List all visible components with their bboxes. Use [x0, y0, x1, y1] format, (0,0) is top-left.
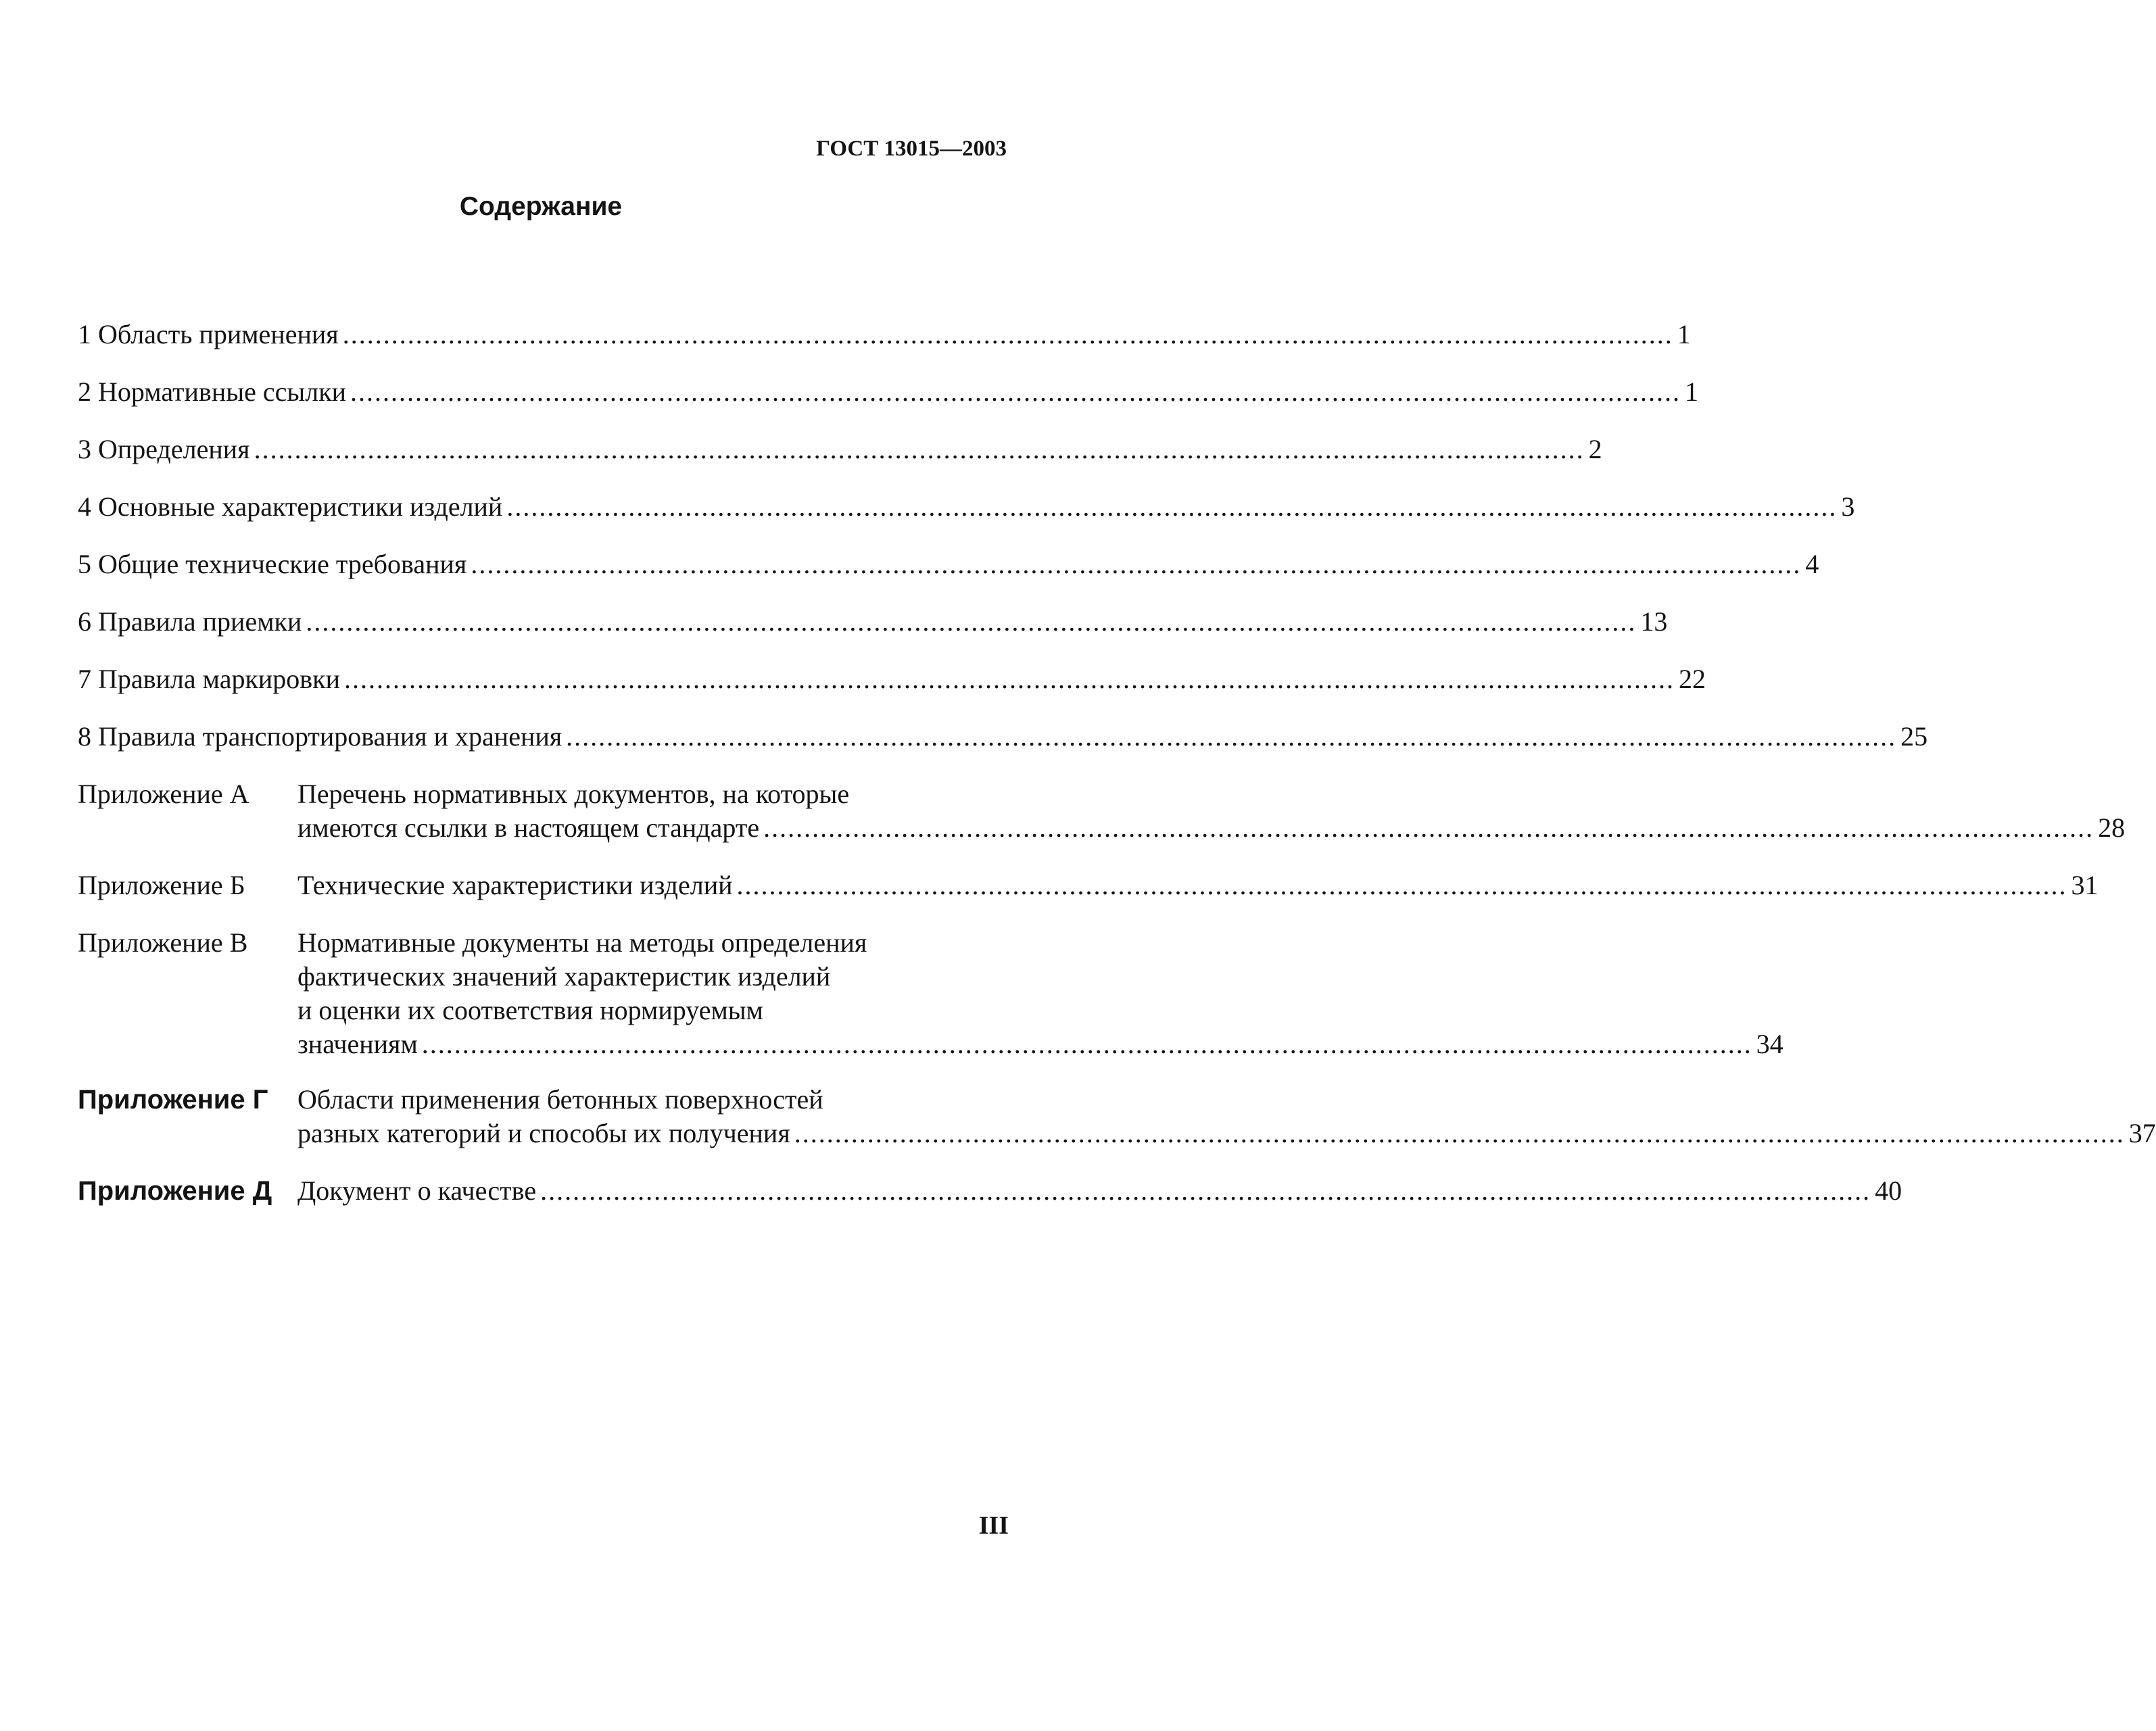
appendix-title-line: и оценки их соответствия нормируемым — [297, 995, 763, 1025]
appendix-title-line: имеются ссылки в настоящем стандарте — [297, 812, 760, 843]
toc-entry[interactable] — [78, 605, 1668, 639]
dot-leader: .................................................................................................................................................................... — [344, 664, 1675, 694]
toc-page-number: 1 — [1685, 376, 1699, 407]
toc-page-number: 25 — [1900, 721, 1928, 752]
dot-leader: .................................................................................................................................................................... — [794, 1118, 2125, 1148]
toc-page-number: 2 — [1588, 434, 1602, 464]
appendix-title-line: значениям — [297, 1029, 418, 1059]
toc-entry-label: 8 Правила транспортирования и хранения — [78, 721, 562, 752]
toc-appendix-entry[interactable] — [78, 926, 1783, 1061]
toc-page-number: 3 — [1841, 491, 1855, 522]
toc-page-number: 40 — [1875, 1175, 1902, 1206]
dot-leader: .................................................................................................................................................................... — [506, 491, 1838, 522]
appendix-label: Приложение В — [78, 927, 248, 958]
appendix-title-line: Перечень нормативных документов, на которые — [297, 779, 850, 809]
dot-leader: .................................................................................................................................................................... — [736, 870, 2067, 900]
appendix-title-line: Документ о качестве — [297, 1175, 537, 1206]
toc-entry[interactable] — [78, 375, 1699, 409]
page-title: Содержание — [459, 192, 623, 221]
appendix-title-line: Нормативные документы на методы определения — [297, 927, 867, 958]
toc-entry[interactable] — [78, 318, 1691, 351]
appendix-label: Приложение Г — [78, 1085, 268, 1115]
dot-leader: .................................................................................................................................................................... — [254, 434, 1585, 464]
appendix-label: Приложение Д — [78, 1176, 272, 1206]
toc-appendix-entry[interactable] — [78, 777, 2126, 845]
toc-entry-label: 7 Правила маркировки — [78, 664, 341, 694]
dot-leader: .................................................................................................................................................................... — [306, 606, 1637, 637]
toc-page-number: 37 — [2128, 1118, 2156, 1148]
appendix-label: Приложение Б — [78, 870, 245, 900]
toc-appendix-entry[interactable] — [78, 869, 2099, 902]
toc-entry-label: 6 Правила приемки — [78, 606, 302, 637]
appendix-title-line: Технические характеристики изделий — [297, 870, 733, 900]
appendix-title-line: фактических значений характеристик изделий — [297, 961, 831, 992]
toc-entry[interactable] — [78, 433, 1602, 466]
toc-entry-label: 3 Определения — [78, 434, 250, 464]
toc-entry-label: 5 Общие технические требования — [78, 549, 467, 579]
dot-leader: .................................................................................................................................................................... — [566, 721, 1897, 752]
toc-entry[interactable] — [78, 547, 1819, 581]
toc-entry[interactable] — [78, 720, 1928, 754]
appendix-title-line: Области применения бетонных поверхностей — [297, 1084, 823, 1115]
dot-leader: .................................................................................................................................................................... — [471, 549, 1802, 579]
dot-leader: .................................................................................................................................................................... — [763, 812, 2094, 843]
dot-leader: .................................................................................................................................................................... — [342, 319, 1673, 349]
toc-entry-label: 2 Нормативные ссылки — [78, 376, 347, 407]
page-number: III — [978, 1511, 1009, 1540]
toc-page-number: 34 — [1756, 1029, 1783, 1059]
toc-entry[interactable] — [78, 490, 1855, 524]
toc-page-number: 4 — [1805, 549, 1819, 579]
toc-entry-label: 4 Основные характеристики изделий — [78, 491, 503, 522]
dot-leader: .................................................................................................................................................................... — [421, 1029, 1752, 1059]
toc-appendix-entry[interactable] — [78, 1174, 1902, 1208]
appendix-label: Приложение А — [78, 779, 249, 809]
toc-appendix-entry[interactable] — [78, 1083, 2156, 1150]
toc-page-number: 31 — [2071, 870, 2099, 900]
toc-entry[interactable] — [78, 662, 1706, 696]
toc-page-number: 1 — [1677, 319, 1691, 349]
toc-page-number: 28 — [2098, 812, 2126, 843]
toc-page-number: 22 — [1679, 664, 1706, 694]
dot-leader: .................................................................................................................................................................... — [540, 1175, 1871, 1206]
document-code: ГОСТ 13015—2003 — [816, 137, 1007, 161]
toc-page-number: 13 — [1640, 606, 1668, 637]
appendix-title-line: разных категорий и способы их получения — [297, 1118, 790, 1148]
dot-leader: .................................................................................................................................................................... — [350, 376, 1681, 407]
toc-entry-label: 1 Область применения — [78, 319, 339, 349]
